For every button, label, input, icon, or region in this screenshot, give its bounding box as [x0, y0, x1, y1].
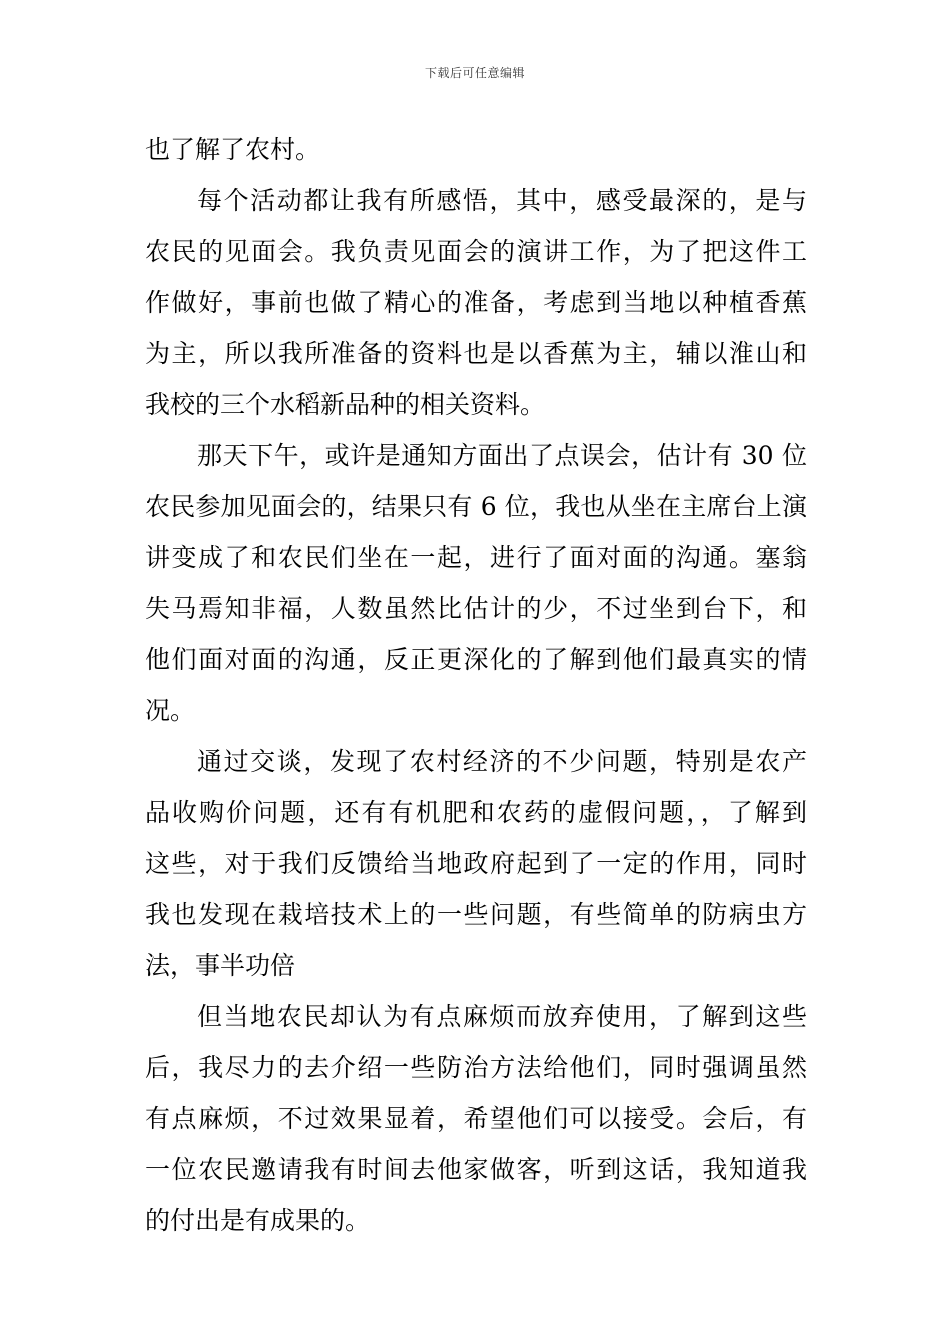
page-header: 下载后可任意编辑 — [424, 66, 525, 80]
text-line-content: 的付出是有成果的。 — [145, 1206, 371, 1235]
text-line-content: 那天下午，或许是通知方面出了点误会，估计有 30 位 — [197, 441, 807, 470]
text-line-content: 品收购价问题，还有有机肥和农药的虚假问题，，了解到 — [145, 798, 807, 827]
text-line — [145, 889, 807, 940]
body-text — [145, 124, 807, 1246]
text-line — [145, 787, 807, 838]
text-line-content: 况。 — [145, 696, 196, 725]
text-line-content: 每个活动都让我有所感悟，其中，感受最深的，是与 — [197, 186, 807, 215]
text-line — [145, 1195, 807, 1246]
text-line — [145, 481, 807, 532]
text-line-content: 但当地农民却认为有点麻烦而放弃使用，了解到这些 — [197, 1002, 807, 1031]
text-line — [145, 838, 807, 889]
text-line — [145, 1093, 807, 1144]
text-line-content: 他们面对面的沟通，反正更深化的了解到他们最真实的情 — [145, 645, 807, 674]
text-line-content: 有点麻烦，不过效果显着，希望他们可以接受。会后，有 — [145, 1104, 807, 1133]
text-line — [145, 1144, 807, 1195]
text-line-content: 法，事半功倍 — [145, 951, 296, 980]
text-line-content: 这些，对于我们反馈给当地政府起到了一定的作用，同时 — [145, 849, 807, 878]
text-line — [145, 736, 807, 787]
text-line — [145, 277, 807, 328]
text-line-content: 农民参加见面会的，结果只有 6 位，我也从坐在主席台上演 — [145, 492, 807, 521]
text-line-content: 为主，所以我所准备的资料也是以香蕉为主，辅以淮山和 — [145, 339, 807, 368]
text-line — [145, 532, 807, 583]
text-line — [145, 430, 807, 481]
text-line-content: 失马焉知非福，人数虽然比估计的少，不过坐到台下，和 — [145, 594, 807, 623]
text-line — [145, 634, 807, 685]
text-line — [145, 991, 807, 1042]
text-line-content: 一位农民邀请我有时间去他家做客，听到这话，我知道我 — [145, 1155, 807, 1184]
text-line-content: 讲变成了和农民们坐在一起，进行了面对面的沟通。塞翁 — [145, 543, 807, 572]
text-line — [145, 685, 807, 736]
text-line — [145, 175, 807, 226]
text-line-content: 我校的三个水稻新品种的相关资料。 — [145, 390, 546, 419]
text-line-content: 我也发现在栽培技术上的一些问题，有些简单的防病虫方 — [145, 900, 807, 929]
text-line-content: 通过交谈，发现了农村经济的不少问题，特别是农产 — [197, 747, 807, 776]
text-line-content: 农民的见面会。我负责见面会的演讲工作，为了把这件工 — [145, 237, 807, 266]
text-line — [145, 328, 807, 379]
text-line — [145, 379, 807, 430]
text-line — [145, 940, 807, 991]
text-line — [145, 226, 807, 277]
text-line-content: 也了解了农村。 — [145, 135, 321, 164]
text-line-content: 作做好，事前也做了精心的准备，考虑到当地以种植香蕉 — [145, 288, 807, 317]
text-line — [145, 124, 807, 175]
text-line — [145, 1042, 807, 1093]
text-line — [145, 583, 807, 634]
text-line-content: 后，我尽力的去介绍一些防治方法给他们，同时强调虽然 — [145, 1053, 807, 1082]
